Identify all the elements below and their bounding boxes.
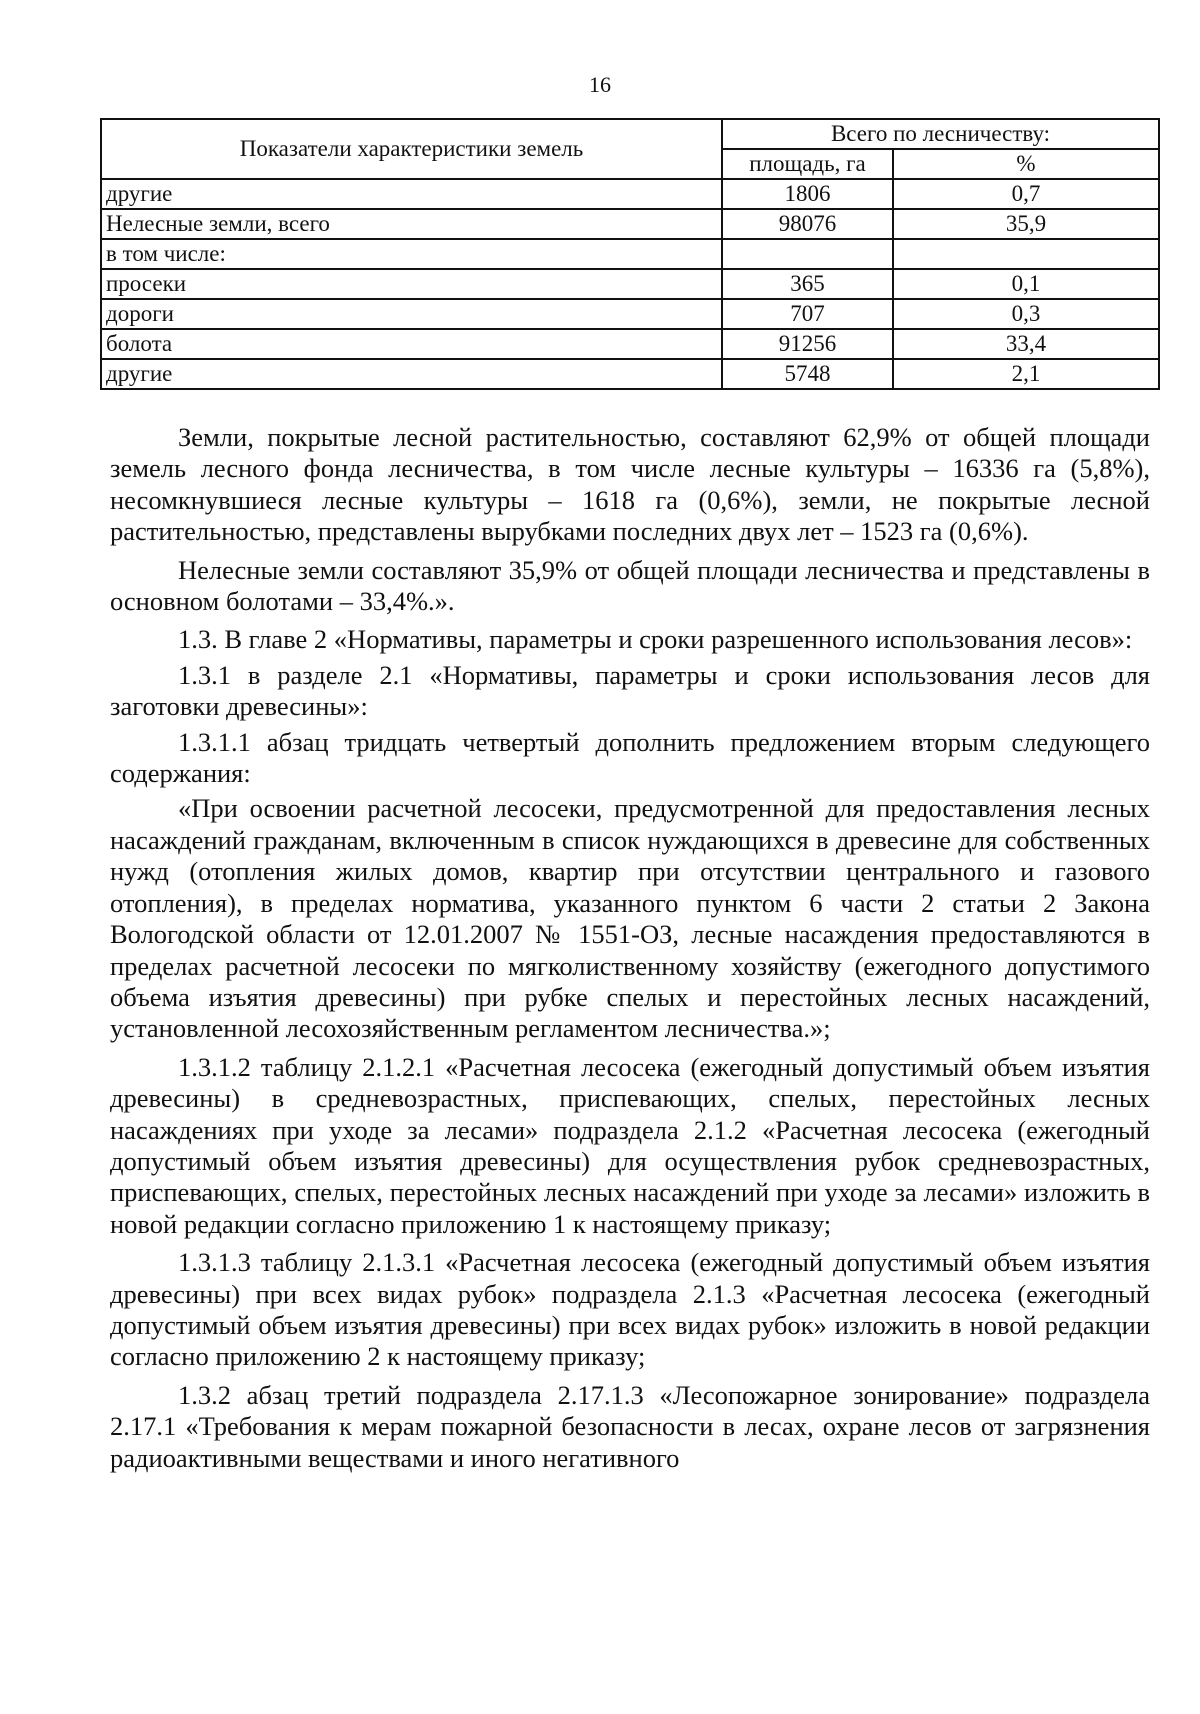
paragraph-item-1-3-1-1: 1.3.1.1 абзац тридцать четвертый дополнить предложением вторым следующего содержания:	[110, 726, 1150, 789]
header-percent: %	[893, 149, 1159, 179]
paragraph-quoted-addition: «При освоении расчетной лесосеки, предусмотренной для предоставления лесных насаждений гражданам, включенным в список нуждающихся в древесине для собственных нужд (отопления жилых домов, квартир при отсутствии центрального и газового отопления), в пределах норматива, указанного пунктом 6 части 2 статьи 2 Закона Вологодской области от 12.01.2007 № 1551-ОЗ, лесные насаждения предоставляются в пределах расчетной лесосеки по мягколиственному хозяйству (ежегодного допустимого объема изъятия древесины) при рубке спелых и перестойных лесных насаждений, установленной лесохозяйственным регламентом лесничества.»;	[110, 793, 1150, 1044]
header-area: площадь, га	[722, 149, 893, 179]
row-label: другие	[101, 359, 722, 389]
table-row	[101, 299, 1159, 329]
table-header-row	[101, 119, 1159, 149]
table-row	[101, 269, 1159, 299]
header-indicators: Показатели характеристики земель	[101, 119, 722, 179]
land-characteristics-table	[100, 118, 1160, 390]
row-area: 98076	[722, 209, 893, 239]
paragraph-item-1-3-1-3: 1.3.1.3 таблицу 2.1.3.1 «Расчетная лесосека (ежегодный допустимый объем изъятия древесины) при всех видах рубок» подраздела 2.1.3 «Расчетная лесосека (ежегодный допустимый объем изъятия древесины) при всех видах рубок» изложить в новой редакции согласно приложению 2 к настоящему приказу;	[110, 1247, 1150, 1372]
row-label: болота	[101, 329, 722, 359]
row-percent: 2,1	[893, 359, 1159, 389]
row-label: дороги	[101, 299, 722, 329]
row-percent: 0,7	[893, 179, 1159, 209]
row-area: 5748	[722, 359, 893, 389]
row-percent	[893, 239, 1159, 269]
paragraph-item-1-3-2: 1.3.2 абзац третий подраздела 2.17.1.3 «Лесопожарное зонирование» подраздела 2.17.1 «Требования к мерам пожарной безопасности в лесах, охране лесов от загрязнения радиоактивными веществами и иного негативного	[110, 1379, 1150, 1473]
row-percent: 0,1	[893, 269, 1159, 299]
row-area	[722, 239, 893, 269]
paragraph-item-1-3-1: 1.3.1 в разделе 2.1 «Нормативы, параметры и сроки использования лесов для заготовки древесины»:	[110, 659, 1150, 722]
paragraph-non-forest-lands: Нелесные земли составляют 35,9% от общей площади лесничества и представлены в основном болотами – 33,4%.».	[110, 554, 1150, 617]
row-label: другие	[101, 179, 722, 209]
table-row	[101, 179, 1159, 209]
paragraph-item-1-3: 1.3. В главе 2 «Нормативы, параметры и сроки разрешенного использования лесов»:	[178, 624, 1133, 655]
table-row	[101, 359, 1159, 389]
table-row	[101, 329, 1159, 359]
document-body	[110, 422, 1150, 1481]
row-area: 91256	[722, 329, 893, 359]
row-label: просеки	[101, 269, 722, 299]
row-area: 707	[722, 299, 893, 329]
table-row	[101, 239, 1159, 269]
page-number: 16	[589, 72, 611, 97]
paragraph-item-1-3-1-2: 1.3.1.2 таблицу 2.1.2.1 «Расчетная лесосека (ежегодный допустимый объем изъятия древесины) в средневозрастных, приспевающих, спелых, перестойных лесных насаждениях при уходе за лесами» подраздела 2.1.2 «Расчетная лесосека (ежегодный допустимый объем изъятия древесины) для осуществления рубок средневозрастных, приспевающих, спелых, перестойных лесных насаждений при уходе за лесами» изложить в новой редакции согласно приложению 1 к настоящему приказу;	[110, 1051, 1150, 1239]
row-percent: 35,9	[893, 209, 1159, 239]
row-percent: 0,3	[893, 299, 1159, 329]
row-area: 365	[722, 269, 893, 299]
row-label: Нелесные земли, всего	[101, 209, 722, 239]
row-area: 1806	[722, 179, 893, 209]
paragraph-forest-covered-lands: Земли, покрытые лесной растительностью, составляют 62,9% от общей площади земель лесного фонда лесничества, в том числе лесные культуры – 16336 га (5,8%), несомкнувшиеся лесные культуры – 1618 га (0,6%), земли, не покрытые лесной растительностью, представлены вырубками последних двух лет – 1523 га (0,6%).	[110, 422, 1150, 547]
header-total-forestry: Всего по лесничеству:	[722, 119, 1159, 149]
row-percent: 33,4	[893, 329, 1159, 359]
row-label: в том числе:	[101, 239, 722, 269]
table-row	[101, 209, 1159, 239]
